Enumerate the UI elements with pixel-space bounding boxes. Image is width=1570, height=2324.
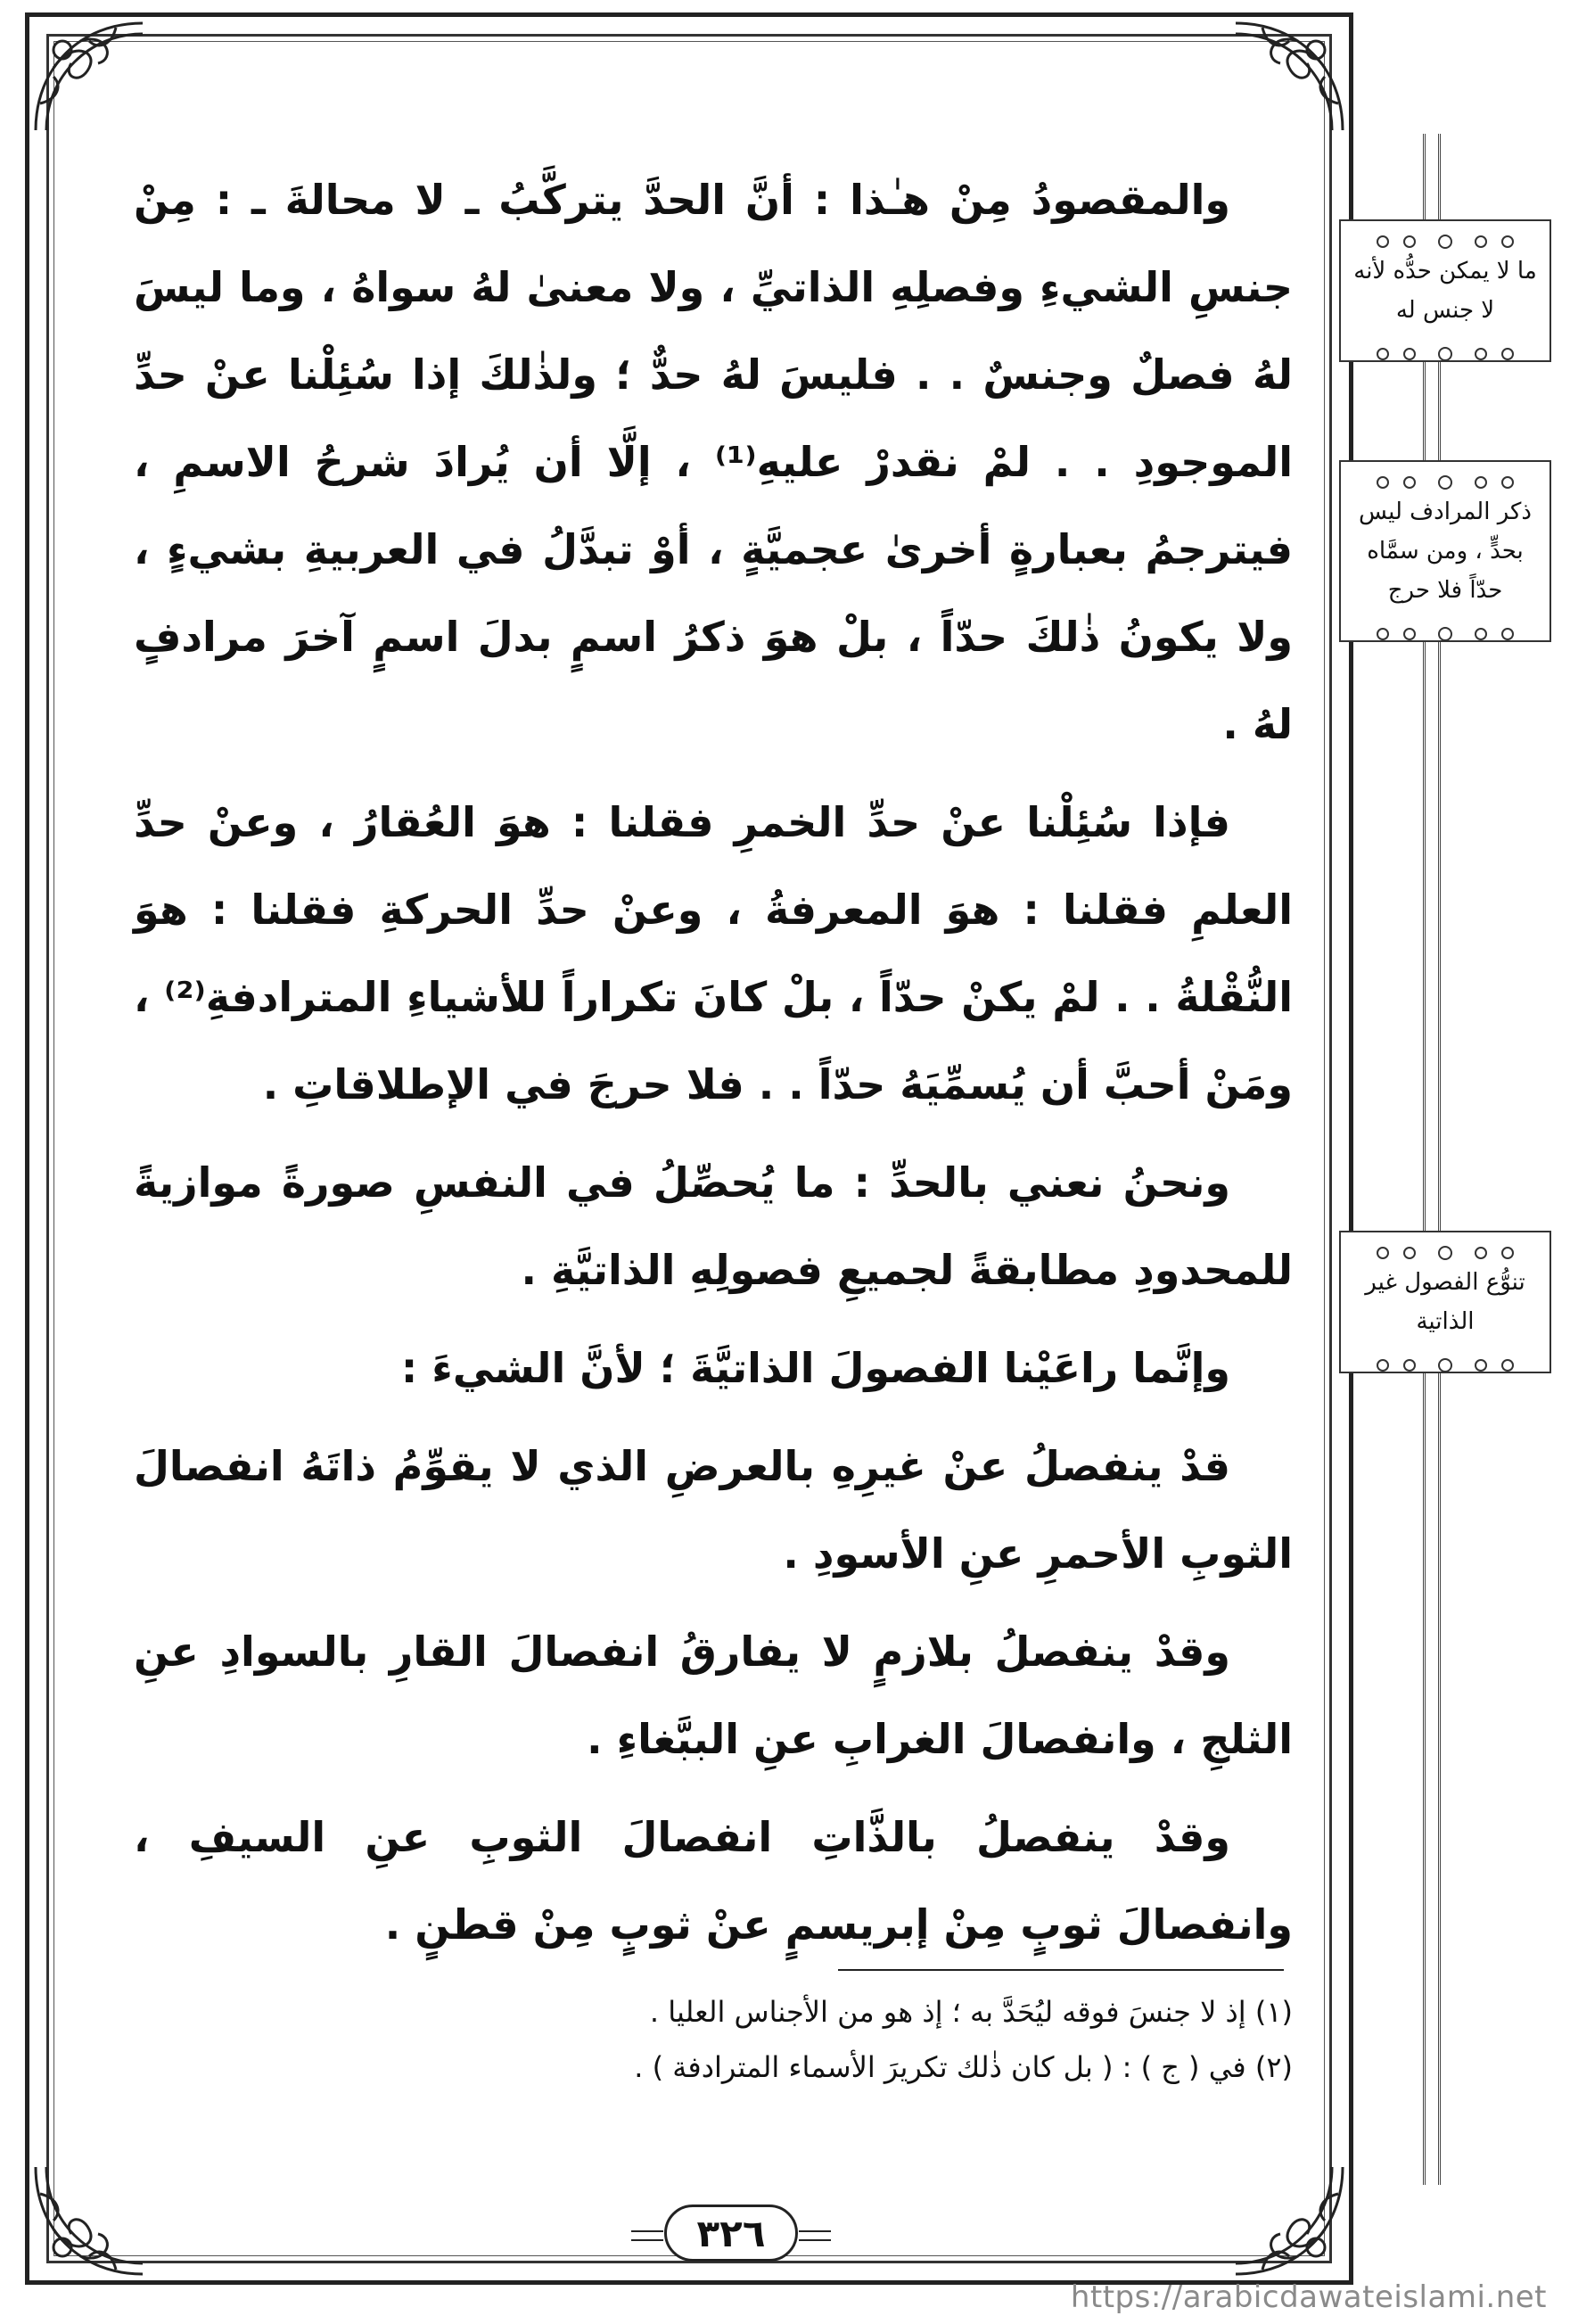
ornament-icon bbox=[1350, 225, 1541, 244]
footnote: (١) إذ لا جنسَ فوقه ليُحَدَّ به ؛ إذ هو من الأجناس العليا . bbox=[649, 1995, 1293, 2029]
footnotes bbox=[134, 1984, 1293, 2095]
margin-note bbox=[1339, 1231, 1551, 1373]
paragraph: قدْ ينفصلُ عنْ غيرِهِ بالعرضِ الذي لا يقوِّمُ ذاتَهُ انفصالَ الثوبِ الأحمرِ عنِ الأسودِ . bbox=[134, 1442, 1293, 1578]
footnote: (٢) في ( ج ) : ( بل كان ذٰلك تكريرَ الأسماء المترادفة ) . bbox=[634, 2050, 1293, 2084]
margin-rail bbox=[1423, 134, 1441, 2185]
ornament-icon bbox=[1350, 1348, 1541, 1368]
ornament-icon bbox=[1350, 337, 1541, 357]
paragraph: ونحنُ نعني بالحدِّ : ما يُحصِّلُ في النفسِ صورةً موازيةً للمحدودِ مطابقةً لجميعِ فصولِهِ الذاتيَّةِ . bbox=[134, 1158, 1293, 1294]
margin-note bbox=[1339, 219, 1551, 362]
margin-note bbox=[1339, 460, 1551, 642]
paragraph: وإنَّما راعَيْنا الفصولَ الذاتيَّةَ ؛ لأنَّ الشيءَ : bbox=[400, 1344, 1230, 1392]
paragraph: وقدْ ينفصلُ بالذَّاتِ انفصالَ الثوبِ عنِ السيفِ ، وانفصالَ ثوبٍ مِنْ إبريسمٍ عنْ ثوبٍ مِنْ قطنٍ . bbox=[134, 1813, 1293, 1949]
ornament-icon bbox=[1350, 1236, 1541, 1256]
margin-note-text: ما لا يمكن حدُّه لأنه لا جنس له bbox=[1353, 258, 1537, 324]
main-text bbox=[134, 156, 1293, 1979]
corner-ornament-icon bbox=[1227, 2158, 1352, 2283]
corner-ornament-icon bbox=[27, 2158, 152, 2283]
footnote-divider bbox=[838, 1969, 1284, 1971]
paragraph: وقدْ ينفصلُ بلازمٍ لا يفارقُ انفصالَ القارِ بالسوادِ عنِ الثلجِ ، وانفصالَ الغرابِ عنِ الببَّغاءِ . bbox=[134, 1628, 1293, 1763]
paragraph: والمقصودُ مِنْ هـٰذا : أنَّ الحدَّ يتركَّبُ ـ لا محالةَ ـ : مِنْ جنسِ الشيءِ وفصلِهِ الذاتيِّ ، ولا معنىٰ لهُ سواهُ ، وما ليسَ لهُ فصلٌ وجنسٌ . . فليسَ لهُ حدٌّ ؛ ولذٰلكَ إذا سُئِلْنا عنْ حدِّ الموجودِ . . لمْ نقدرْ عليهِ⁽¹⁾ ، إلَّا أن يُرادَ شرحُ الاسمِ ، فيترجمُ بعبارةٍ أخرىٰ عجميَّةٍ ، أوْ تبدَّلُ في العربيةِ بشيءٍ ، ولا يكونُ ذٰلكَ حدّاً ، بلْ هوَ ذكرُ اسمٍ بدلَ اسمٍ آخرَ مرادفٍ لهُ . bbox=[134, 176, 1293, 748]
watermark-url: https://arabicdawateislami.net bbox=[1070, 2279, 1547, 2315]
paragraph: فإذا سُئِلْنا عنْ حدِّ الخمرِ فقلنا : هوَ العُقارُ ، وعنْ حدِّ العلمِ فقلنا : هوَ المعرفةُ ، وعنْ حدِّ الحركةِ فقلنا : هوَ النُّقْلةُ . . لمْ يكنْ حدّاً ، بلْ كانَ تكراراً للأشياءِ المترادفةِ⁽²⁾ ، ومَنْ أحبَّ أن يُسمِّيَهُ حدّاً . . فلا حرجَ في الإطلاقاتِ . bbox=[134, 798, 1293, 1108]
corner-ornament-icon bbox=[27, 14, 152, 139]
page-number: ٣٢٦ bbox=[664, 2205, 798, 2262]
margin-note-text: ذكر المرادف ليس بحدٍّ ، ومن سمَّاه حدّاً فلا حرج bbox=[1358, 499, 1533, 604]
margin-note-text: تنوُّع الفصول غير الذاتية bbox=[1365, 1269, 1525, 1335]
ornament-icon bbox=[1350, 617, 1541, 637]
ornament-icon bbox=[1350, 466, 1541, 485]
corner-ornament-icon bbox=[1227, 14, 1352, 139]
